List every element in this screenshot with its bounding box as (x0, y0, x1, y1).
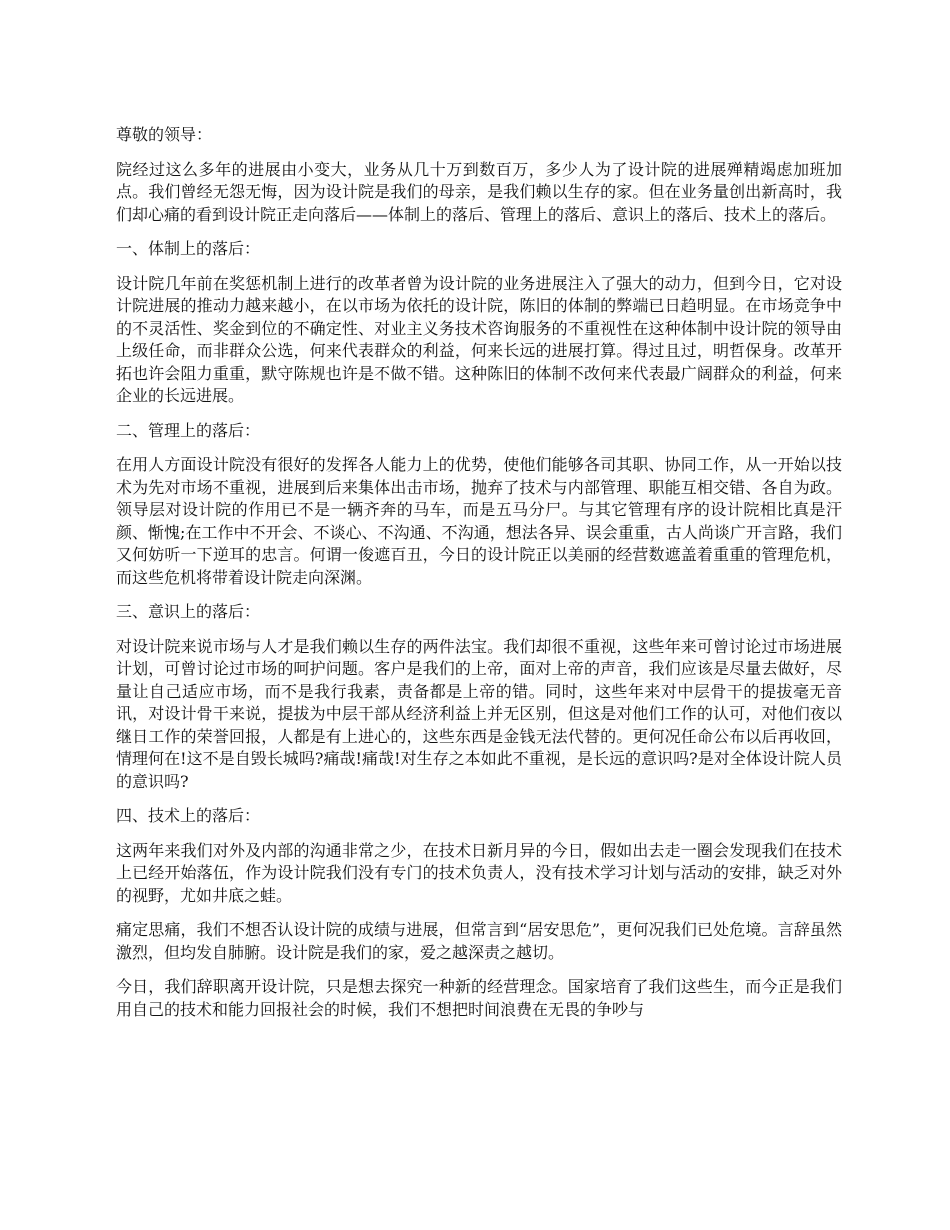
salutation: 尊敬的领导： (116, 125, 213, 144)
letter-body (116, 124, 842, 1033)
section-heading-management: 二、管理上的落后： (116, 420, 261, 440)
section-body-system: 设计院几年前在奖惩机制上进行的改革者曾为设计院的业务进展注入了强大的动力，但到今日，它对设计院进展的推动力越来越小，在以市场为依托的设计院，陈旧的体制的弊端已日趋明显。在市场竞争中的不灵活性、奖金到位的不确定性、对业主义务技术咨询服务的不重视性在这种体制中设计院的领导由上级任命，而非群众公选，何来代表群众的利益，何来长远的进展打算。得过且过，明哲保身。改革开拓也许会阻力重重，默守陈规也许是不做不错。这种陈旧的体制不改何来代表最广阔群众的利益，何来企业的长远进展。 (116, 273, 842, 405)
section-body-awareness: 对设计院来说市场与人才是我们赖以生存的两件法宝。我们却很不重视，这些年来可曾讨论过市场进展计划，可曾讨论过市场的呵护问题。客户是我们的上帝，面对上帝的声音，我们应该是尽量去做好，尽量让自己适应市场，而不是我行我素，责备都是上帝的错。同时，这些年来对中层骨干的提拔毫无音讯，对设计骨干来说，提拔为中层干部从经济利益上并无区别，但这是对他们工作的认可，对他们夜以继日工作的荣誉回报，人都是有上进心的，这些东西是金钱无法代替的。更何况任命公布以后再收回，情理何在!这不是自毁长城吗?痛哉!痛哉!对生存之本如此不重视，是长远的意识吗?是对全体设计院人员的意识吗? (116, 636, 842, 791)
section-heading-awareness: 三、意识上的落后： (116, 602, 261, 621)
section-body-management: 在用人方面设计院没有很好的发挥各人能力上的优势，使他们能够各司其职、协同工作，从一开始以技术为先对市场不重视，进展到后来集体出击市场，抛弃了技术与内部管理、职能互相交错、各自为政。领导层对设计院的作用已不是一辆齐奔的马车，而是五马分尸。与其它管理有序的设计院相比真是汗颜、惭愧;在工作中不开会、不谈心、不沟通、不沟通，想法各异、误会重重，古人尚谈广开言路，我们又何妨听一下逆耳的忠言。何谓一俊遮百丑，今日的设计院正以美丽的经营数遮盖着重重的管理危机，而这些危机将带着设计院走向深渊。 (116, 455, 842, 587)
resignation-paragraph: 今日，我们辞职离开设计院，只是想去探究一种新的经营理念。国家培育了我们这些生，而今正是我们用自己的技术和能力回报社会的时候，我们不想把时间浪费在无畏的争吵与 (116, 977, 842, 1019)
reflection-paragraph: 痛定思痛，我们不想否认设计院的成绩与进展，但常言到“居安思危”，更何况我们已处危境。言辞虽然激烈，但均发自肺腑。设计院是我们的家，爱之越深责之越切。 (116, 920, 842, 962)
intro-paragraph: 院经过这么多年的进展由小变大，业务从几十万到数百万，多少人为了设计院的进展殚精竭虑加班加点。我们曾经无怨无悔，因为设计院是我们的母亲，是我们赖以生存的家。但在业务量创出新高时，我们却心痛的看到设计院正走向落后——体制上的落后、管理上的落后、意识上的落后、技术上的落后。 (116, 159, 842, 224)
section-heading-system: 一、体制上的落后： (116, 239, 261, 258)
section-body-technology: 这两年来我们对外及内部的沟通非常之少，在技术日新月异的今日，假如出去走一圈会发现我们在技术上已经开始落伍，作为设计院我们没有专门的技术负责人，没有技术学习计划与活动的安排，缺乏对外的视野，尤如井底之蛙。 (116, 840, 842, 905)
section-heading-technology: 四、技术上的落后： (116, 806, 261, 825)
